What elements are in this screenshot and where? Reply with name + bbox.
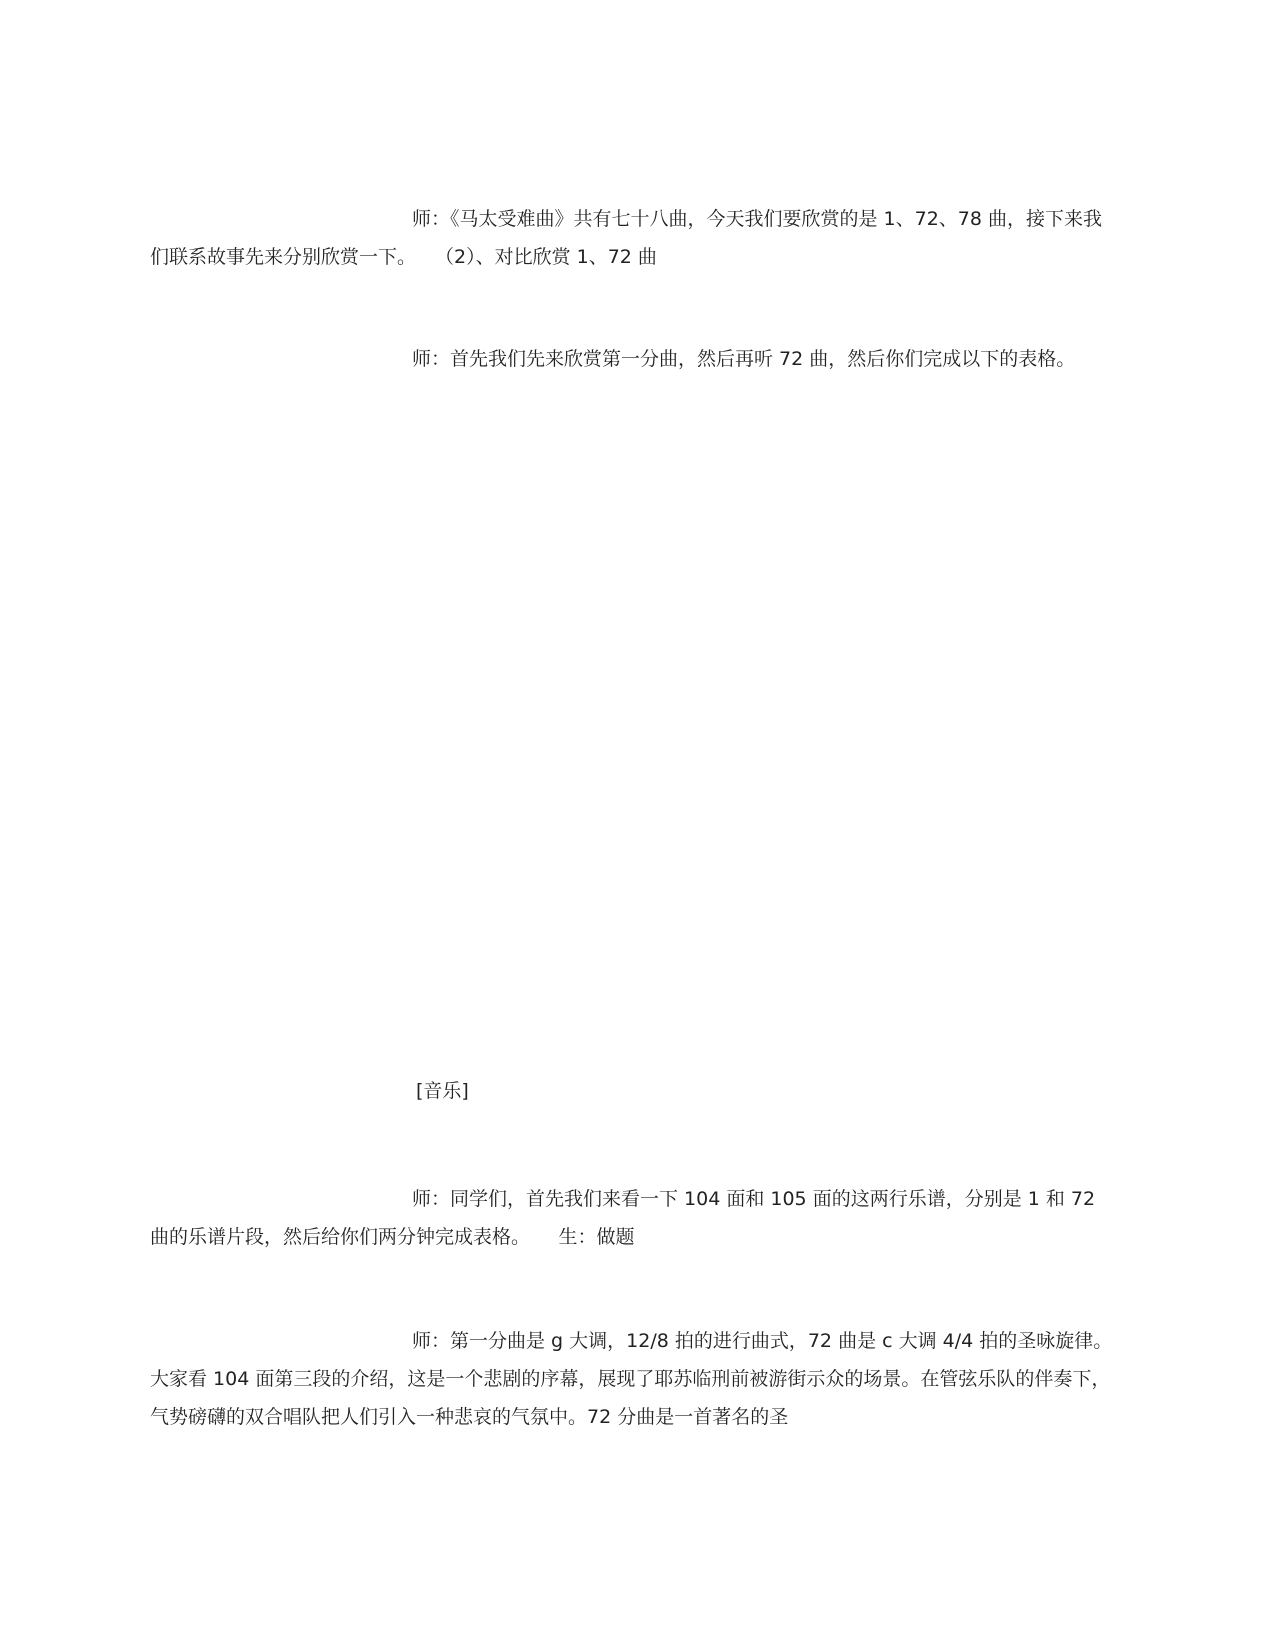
- paragraph-text: 师：同学们，首先我们来看一下 104 面和 105 面的这两行乐谱，分别是 1 和 72 曲的乐谱片段，然后给你们两分钟完成表格。 生：做题: [150, 1188, 1096, 1248]
- paragraph-score-task: [150, 1180, 1120, 1256]
- paragraph-text: 师：首先我们先来欣赏第一分曲，然后再听 72 曲，然后你们完成以下的表格。: [412, 348, 1076, 370]
- paragraph-intro: [150, 200, 1120, 276]
- paragraph-instruction: [150, 340, 1120, 378]
- music-tag: [音乐]: [416, 1080, 469, 1102]
- paragraph-text: 师：第一分曲是 g 大调，12/8 拍的进行曲式，72 曲是 c 大调 4/4 拍的圣咏旋律。大家看 104 面第三段的介绍，这是一个悲剧的序幕，展现了耶苏临刑前被游街示众的场景。在管弦乐队的伴奏下，气势磅礴的双合唱队把人们引入一种悲哀的气氛中。72 分曲是一首著名的圣: [150, 1330, 1113, 1428]
- paragraph-text: 师：《马太受难曲》共有七十八曲，今天我们要欣赏的是 1、72、78 曲，接下来我们联系故事先来分别欣赏一下。 （2）、对比欣赏 1、72 曲: [150, 208, 1103, 268]
- paragraph-analysis: [150, 1322, 1120, 1436]
